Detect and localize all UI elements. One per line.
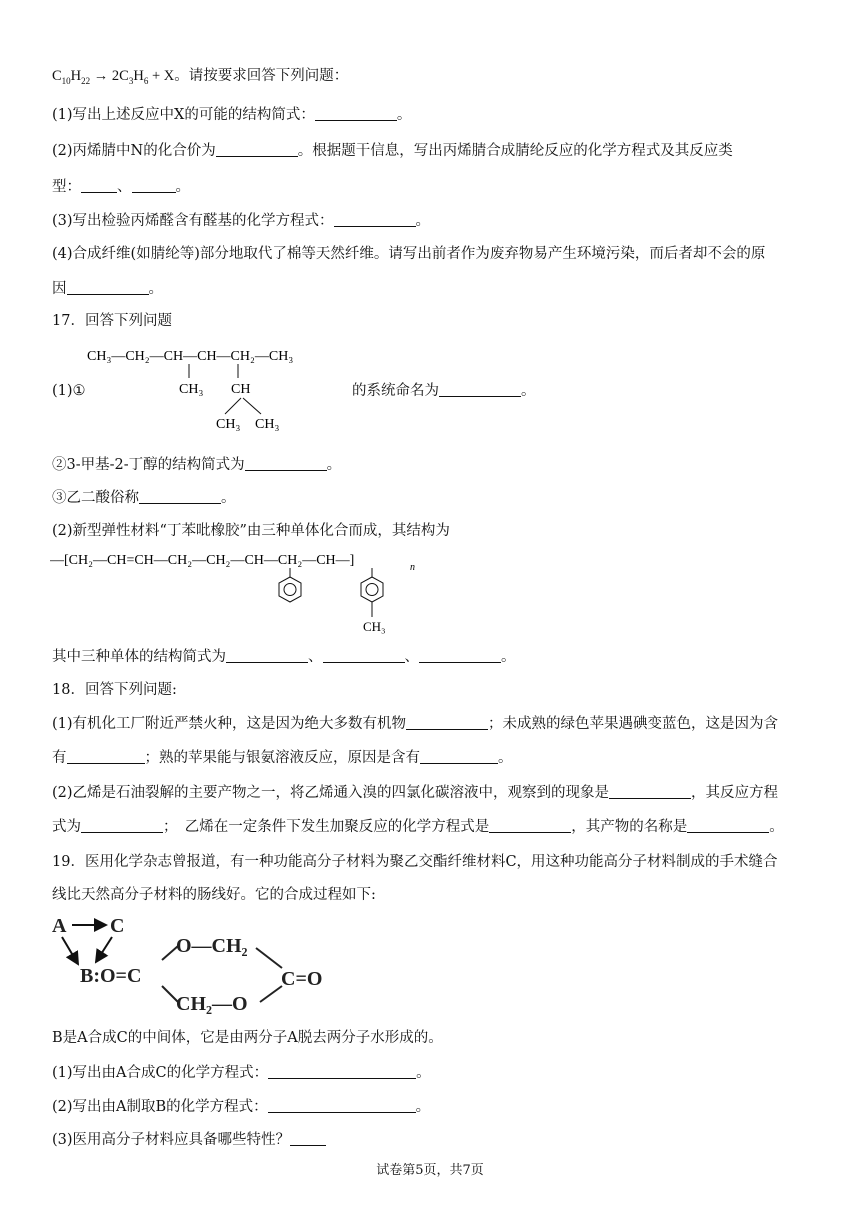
svg-text:CH₃: CH₃	[179, 382, 204, 397]
answer-blank[interactable]	[290, 1131, 326, 1146]
answer-blank[interactable]	[81, 818, 163, 833]
q19-line2: 线比天然高分子材料的肠线好。它的合成过程如下:	[52, 887, 376, 903]
q17-part1-3: ③乙二酸俗称 。	[52, 490, 236, 506]
q17-title: 17．回答下列问题	[52, 313, 172, 329]
q16-part4: (4)合成纤维(如腈纶等)部分地取代了棉等天然纤维。请写出前者作为废弃物易产生环境污染，而后者却不会的原	[52, 246, 766, 262]
answer-blank[interactable]	[226, 648, 308, 663]
q16-part2-cont: 型： 、 。	[52, 179, 190, 195]
answer-blank[interactable]	[609, 784, 691, 799]
q16-part2: (2)丙烯腈中N的化合价为 。根据题干信息，写出丙烯腈合成腈纶反应的化学方程式及其反应类	[52, 143, 733, 159]
answer-blank[interactable]	[420, 749, 498, 764]
toluene-ring-icon	[361, 577, 386, 634]
answer-blank[interactable]	[419, 648, 501, 663]
q19-line1: 19．医用化学杂志曾报道，有一种功能高分子材料为聚乙交酯纤维材料C，用这种功能高分子材料制成的手术缝合	[52, 854, 778, 870]
svg-text:C: C	[110, 915, 125, 937]
q16-part4-cont: 因 。	[52, 281, 163, 297]
answer-blank[interactable]	[406, 715, 488, 730]
polymer-structure	[50, 545, 430, 637]
svg-text:C=O: C=O	[281, 968, 323, 990]
svg-text:CH₃: CH₃	[255, 417, 280, 432]
answer-blank[interactable]	[81, 178, 117, 193]
q16-part1: (1)写出上述反应中X的可能的结构简式： 。	[52, 107, 412, 123]
svg-text:CH₂—O: CH₂—O	[176, 993, 248, 1015]
reaction-equation-line: $C_{10}H_{22} \to 2C_3H_6 + X$。请按要求回答下列问题：	[52, 68, 349, 86]
svg-text:A: A	[52, 915, 67, 937]
svg-text:n: n	[410, 562, 415, 573]
answer-blank[interactable]	[139, 489, 221, 504]
svg-text:CH: CH	[231, 382, 251, 397]
q19-part3: (3)医用高分子材料应具备哪些特性？	[52, 1130, 326, 1150]
svg-text:B:O=C: B:O=C	[80, 965, 142, 987]
svg-text:CH₃: CH₃	[216, 417, 241, 432]
q18-title: 18．回答下列问题:	[52, 682, 177, 698]
q17-part2: (2)新型弹性材料“丁苯吡橡胶”由三种单体化合而成，其结构为	[52, 523, 450, 539]
synthesis-scheme-diagram	[50, 910, 360, 1018]
svg-text:CH₃—CH₂—CH—CH—CH₂—CH₃: CH₃—CH₂—CH—CH—CH₂—CH₃	[87, 349, 294, 364]
svg-text:CH₃: CH₃	[363, 619, 386, 634]
q17-part1-prefix: (1)①	[52, 383, 86, 399]
q19-description: B是A合成C的中间体，它是由两分子A脱去两分子水形成的。	[52, 1030, 443, 1046]
answer-blank[interactable]	[489, 818, 571, 833]
answer-blank[interactable]	[132, 178, 176, 193]
q18-line1: (1)有机化工厂附近严禁火种，这是因为绝大多数有机物 ；未成熟的绿色苹果遇碘变蓝色，这是因为含	[52, 716, 779, 732]
answer-blank[interactable]	[216, 142, 298, 157]
q17-monomers: 其中三种单体的结构简式为 、 、 。	[52, 649, 516, 665]
q18-line3: (2)乙烯是石油裂解的主要产物之一，将乙烯通入溴的四氯化碳溶液中，观察到的现象是 ，其反应方程	[52, 785, 779, 801]
q16-part3: (3)写出检验丙烯醛含有醛基的化学方程式： 。	[52, 213, 431, 229]
q17-part1-suffix: 的系统命名为 。	[352, 383, 536, 399]
q19-part1: (1)写出由A合成C的化学方程式： 。	[52, 1065, 431, 1081]
q18-line4: 式为 ； 乙烯在一定条件下发生加聚反应的化学方程式是 ，其产物的名称是 。	[52, 819, 784, 835]
q17-part1-2: ②3-甲基-2-丁醇的结构简式为 。	[52, 457, 342, 473]
answer-blank[interactable]	[67, 749, 145, 764]
svg-text:O—CH₂: O—CH₂	[176, 935, 248, 957]
answer-blank[interactable]	[315, 106, 397, 121]
answer-blank[interactable]	[245, 456, 327, 471]
answer-blank[interactable]	[323, 648, 405, 663]
branched-alkane-structure	[85, 340, 365, 436]
answer-blank[interactable]	[268, 1064, 416, 1079]
answer-blank[interactable]	[334, 212, 416, 227]
answer-blank[interactable]	[67, 280, 149, 295]
svg-text:—[CH₂—CH=CH—CH₂—CH₂—CH—CH₂—CH—: —[CH₂—CH=CH—CH₂—CH₂—CH—CH₂—CH—]	[50, 553, 355, 568]
answer-blank[interactable]	[687, 818, 769, 833]
reaction-equation: $C_{10}H_{22} \to 2C_3H_6 + X$	[52, 68, 175, 86]
answer-blank[interactable]	[268, 1098, 416, 1113]
page-footer: 试卷第5页，共7页	[376, 1163, 484, 1178]
answer-blank[interactable]	[439, 382, 521, 397]
q18-line2: 有 ；熟的苹果能与银氨溶液反应，原因是含有 。	[52, 750, 513, 766]
q19-part2: (2)写出由A制取B的化学方程式： 。	[52, 1099, 431, 1115]
benzene-ring-icon	[279, 577, 301, 602]
